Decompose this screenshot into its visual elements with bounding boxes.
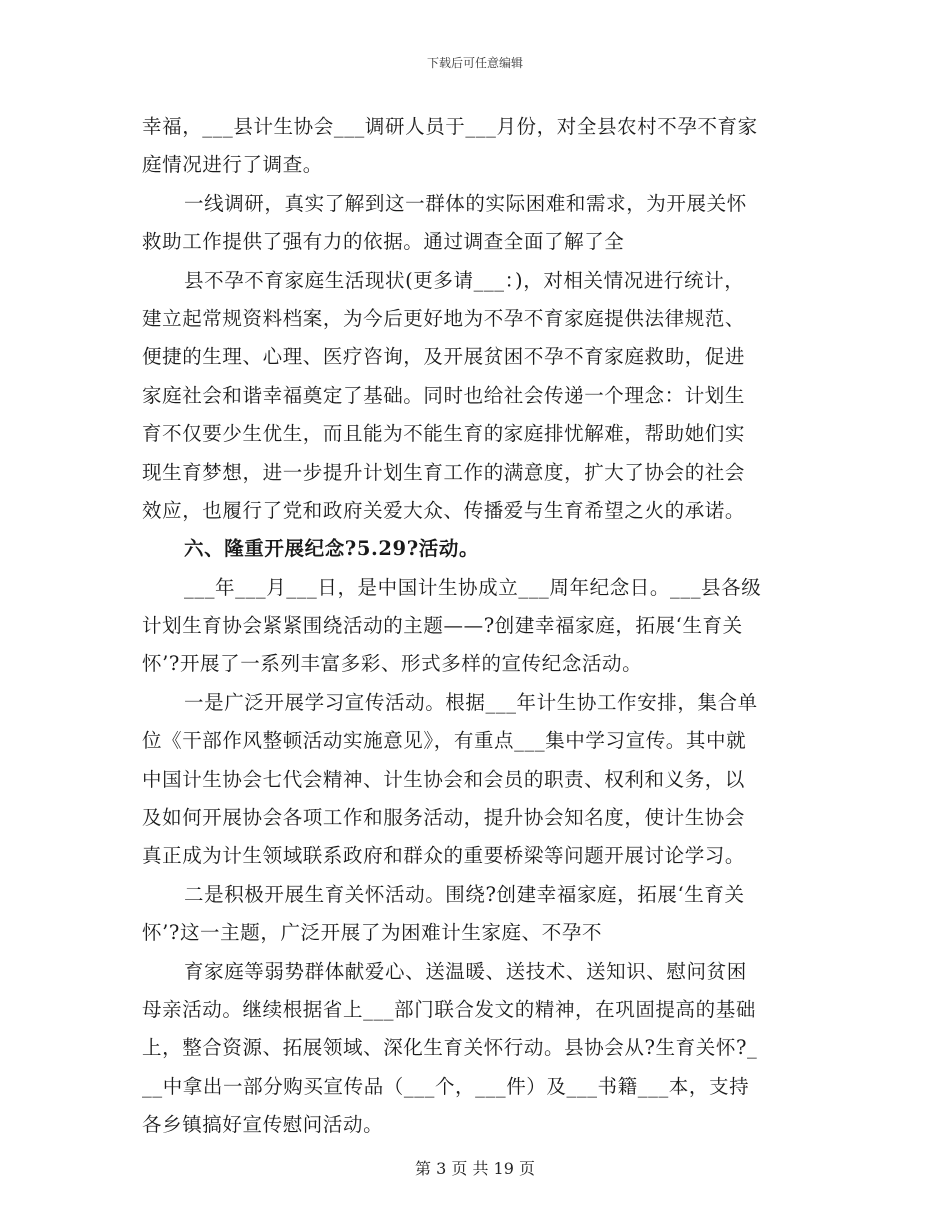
text-line: 建立起常规资料档案，为今后更好地为不孕不育家庭提供法律规范、 bbox=[142, 306, 746, 330]
text-line: 各乡镇搞好宣传慰问活动。 bbox=[142, 1113, 384, 1137]
text-line: 怀’?开展了一系列丰富多彩、形式多样的宣传纪念活动。 bbox=[142, 652, 643, 676]
text-line: 位《干部作风整顿活动实施意见》，有重点___集中学习宣传。其中就 bbox=[142, 729, 747, 753]
text-line: 中国计生协会七代会精神、计生协会和会员的职责、权利和义务，以 bbox=[142, 767, 746, 791]
text-line: ___年___月___日，是中国计生协成立___周年纪念日。___县各级 bbox=[184, 575, 762, 599]
text-line: 效应，也履行了党和政府关爱大众、传播爱与生育希望之火的承诺。 bbox=[142, 498, 746, 522]
text-line: 县不孕不育家庭生活现状(更多请___：)，对相关情况进行统计， bbox=[184, 268, 745, 292]
section-heading: 六、隆重开展纪念?5.29?活动。 bbox=[184, 537, 480, 561]
text-line: 庭情况进行了调查。 bbox=[142, 153, 323, 177]
text-line: 二是积极开展生育关怀活动。围绕?创建幸福家庭，拓展‘生育关 bbox=[184, 882, 745, 906]
text-line: 母亲活动。继续根据省上___部门联合发文的精神，在巩固提高的基础 bbox=[142, 997, 756, 1021]
text-line: 及如何开展协会各项工作和服务活动，提升协会知名度，使计生协会 bbox=[142, 806, 746, 830]
page-header: 下载后可任意编辑 bbox=[426, 56, 523, 70]
text-line: 一是广泛开展学习宣传活动。根据___年计生协工作安排，集合单 bbox=[184, 690, 758, 714]
text-line: 怀’?这一主题，广泛开展了为困难计生家庭、不孕不 bbox=[142, 921, 603, 945]
text-line: 真正成为计生领域联系政府和群众的重要桥梁等问题开展讨论学习。 bbox=[142, 844, 746, 868]
text-line: 幸福，___县计生协会___调研人员于___月份，对全县农村不孕不育家 bbox=[142, 115, 758, 138]
text-line: 育不仅要少生优生，而且能为不能生育的家庭排忧解难，帮助她们实 bbox=[142, 422, 746, 446]
text-line: 上，整合资源、拓展领域、深化生育关怀行动。县协会从?生育关怀?_ bbox=[142, 1036, 758, 1060]
page-number: 第 3 页 共 19 页 bbox=[415, 1159, 535, 1178]
text-line: 一线调研，真实了解到这一群体的实际困难和需求，为开展关怀 bbox=[184, 191, 747, 215]
text-line: 育家庭等弱势群体献爱心、送温暖、送技术、送知识、慰问贫困 bbox=[184, 959, 747, 983]
text-line: 计划生育协会紧紧围绕活动的主题——?创建幸福家庭，拓展‘生育关 bbox=[142, 614, 743, 638]
text-line: 救助工作提供了强有力的依据。通过调查全面了解了全 bbox=[142, 230, 625, 254]
text-line: __中拿出一部分购买宣传品（___个，___件）及___书籍___本，支持 bbox=[142, 1074, 750, 1098]
text-line: 家庭社会和谐幸福奠定了基础。同时也给社会传递一个理念：计划生 bbox=[142, 383, 746, 407]
text-line: 便捷的生理、心理、医疗咨询，及开展贫困不孕不育家庭救助，促进 bbox=[142, 345, 746, 369]
text-line: 现生育梦想，进一步提升计划生育工作的满意度，扩大了协会的社会 bbox=[142, 460, 746, 484]
document-body bbox=[142, 108, 810, 1145]
